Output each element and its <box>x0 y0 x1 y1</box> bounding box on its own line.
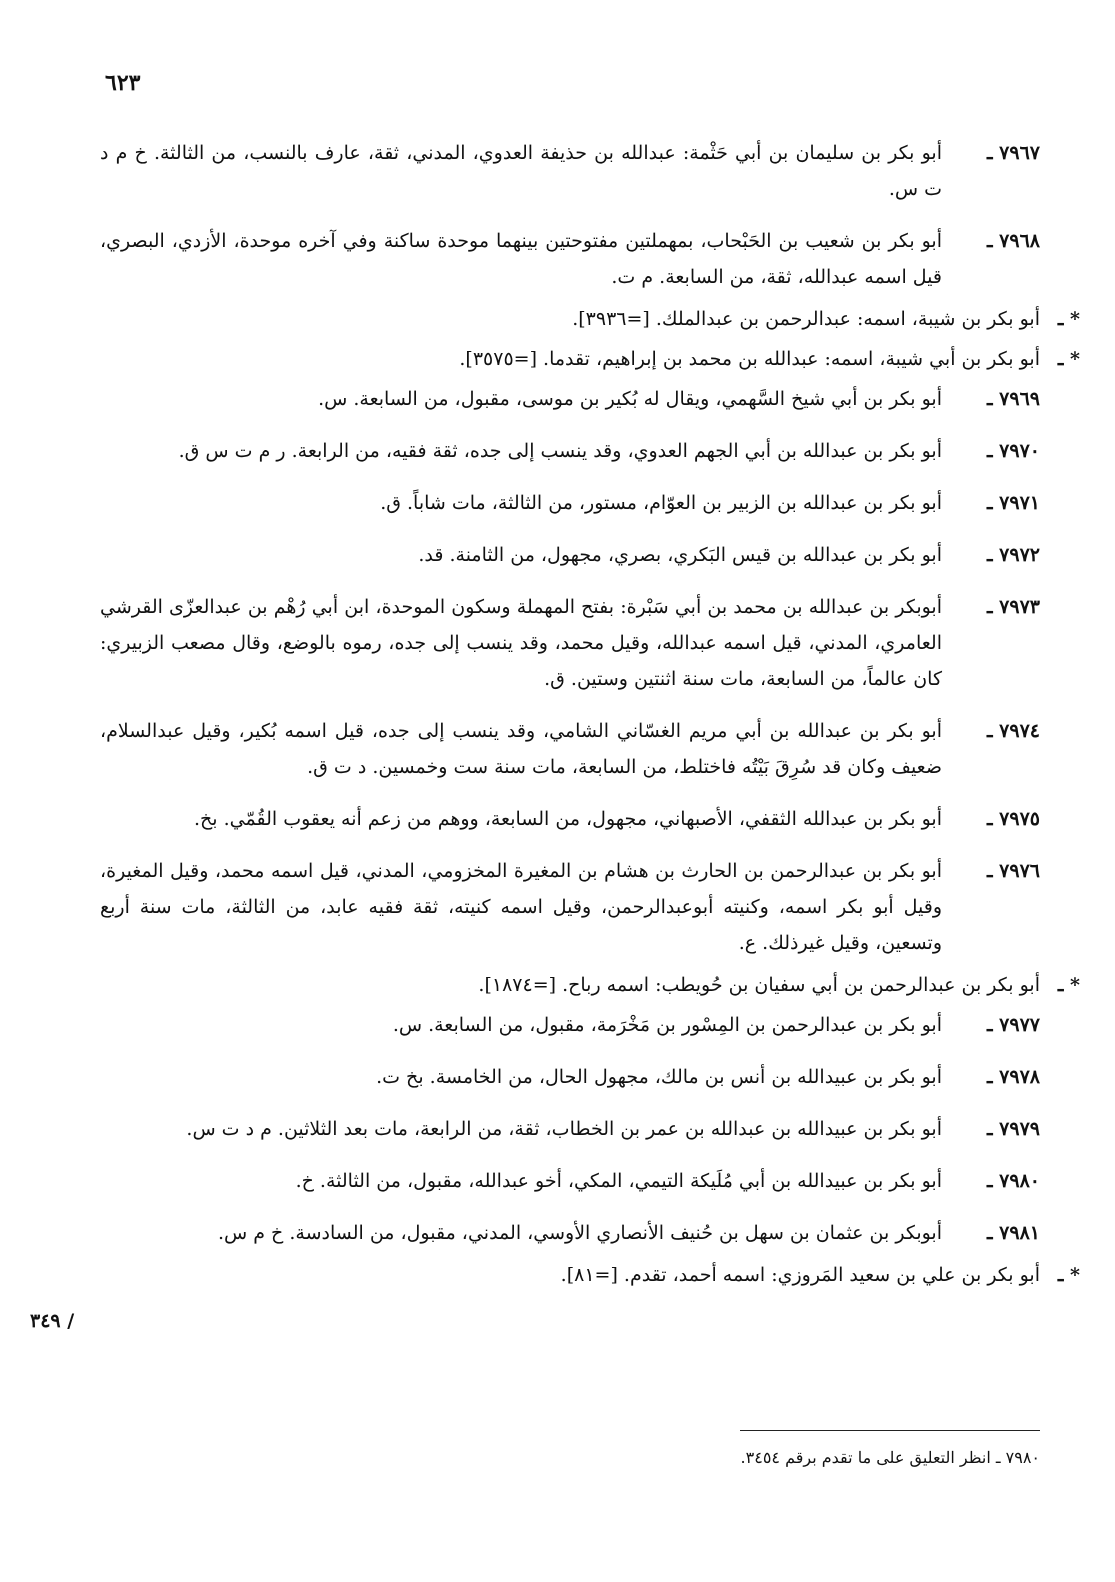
entry-text: أبوبكر بن عبدالله بن محمد بن أبي سَبْرة: بفتح المهملة وسكون الموحدة، ابن أبي رُهْم بن عبدالعزّى القرشي العامري، المدني، قيل اسمه عبدالله، وقيل محمد، وقد ينسب إلى جده، رموه بالوضع، وقال مصعب الزبيري: كان عالماً، من السابعة، مات سنة اثنتين وستين. ق. <box>100 596 942 690</box>
footnote: ٧٩٨٠ ـ انظر التعليق على ما تقدم برقم ٣٤٥٤. <box>740 1448 1040 1467</box>
margin-note: ٣٤٩ / <box>30 1310 75 1332</box>
entry <box>100 433 1040 469</box>
page-number: ٦٢٣ <box>105 70 141 96</box>
entry <box>100 1059 1040 1095</box>
entry <box>100 801 1040 837</box>
entry-number: ٧٩٧٥ ـ <box>986 808 1040 830</box>
entry-text: أبو بكر بن عبيدالله بن أنس بن مالك، مجهول الحال، من الخامسة. بخ ت. <box>376 1066 942 1088</box>
entry-text: أبو بكر بن عبدالله بن أبي مريم الغسّاني الشامي، وقد ينسب إلى جده، قيل اسمه بُكير، وقيل عبدالسلام، ضعيف وكان قد سُرِقَ بَيْتُه فاختلط، من السابعة، مات سنة ست وخمسين. د ت ق. <box>100 720 942 778</box>
entry-text: أبو بكر بن شعيب بن الحَبْحاب، بمهملتين مفتوحتين بينهما موحدة ساكنة وفي آخره موحدة، الأزدي، البصري، قيل اسمه عبدالله، ثقة، من السابعة. م ت. <box>100 230 942 288</box>
cross-reference-entry <box>100 301 1080 337</box>
entry-text: أبو بكر بن عبدالرحمن بن الحارث بن هشام بن المغيرة المخزومي، المدني، قيل اسمه محمد، وقيل المغيرة، وقيل أبو بكر اسمه، وكنيته أبوعبدالرحمن، وقيل اسمه كنيته، ثقة فقيه عابد، من الثالثة، مات سنة أربع وتسعين، وقيل غيرذلك. ع. <box>100 860 942 954</box>
entry <box>100 223 1040 295</box>
entry <box>100 589 1040 697</box>
cross-reference-text: أبو بكر بن علي بن سعيد المَروزي: اسمه أحمد، تقدم. [=٨١]. <box>560 1264 1040 1286</box>
entry <box>100 853 1040 961</box>
entry-number: ٧٩٦٩ ـ <box>986 388 1040 410</box>
entry-number: ٧٩٨١ ـ <box>986 1222 1040 1244</box>
entry-text: أبو بكر بن عبدالله بن قيس البَكري، بصري، مجهول، من الثامنة. قد. <box>418 544 942 566</box>
entry-number: ٧٩٧٩ ـ <box>986 1118 1040 1140</box>
entry-text: أبو بكر بن عبدالله بن أبي الجهم العدوي، وقد ينسب إلى جده، ثقة فقيه، من الرابعة. ر م ت س ق. <box>178 440 942 462</box>
cross-reference-entry <box>100 967 1080 1003</box>
asterisk-marker: * ـ <box>1057 1264 1080 1286</box>
entry-number: ٧٩٧٦ ـ <box>986 860 1040 882</box>
entry-number: ٧٩٦٧ ـ <box>986 142 1040 164</box>
entry-number: ٧٩٨٠ ـ <box>986 1170 1040 1192</box>
entry <box>100 485 1040 521</box>
entry-number: ٧٩٧٠ ـ <box>986 440 1040 462</box>
entry-text: أبو بكر بن عبدالله الثقفي، الأصبهاني، مجهول، من السابعة، ووهم من زعم أنه يعقوب القُمّي. بخ. <box>194 808 942 830</box>
entries-list <box>100 135 1080 1297</box>
entry <box>100 713 1040 785</box>
entry <box>100 1163 1040 1199</box>
entry-text: أبو بكر بن سليمان بن أبي حَثْمة: عبدالله بن حذيفة العدوي، المدني، ثقة، عارف بالنسب، من الثالثة. خ م د ت س. <box>100 142 943 200</box>
cross-reference-text: أبو بكر بن أبي شيبة، اسمه: عبدالله بن محمد بن إبراهيم، تقدما. [=٣٥٧٥]. <box>459 348 1040 370</box>
cross-reference-entry <box>100 1257 1080 1293</box>
entry <box>100 381 1040 417</box>
asterisk-marker: * ـ <box>1057 308 1080 330</box>
entry-text: أبو بكر بن عبيدالله بن عبدالله بن عمر بن الخطاب، ثقة، من الرابعة، مات بعد الثلاثين. م د ت س. <box>186 1118 942 1140</box>
entry-number: ٧٩٧٨ ـ <box>986 1066 1040 1088</box>
entry-number: ٧٩٧٢ ـ <box>986 544 1040 566</box>
entry <box>100 1007 1040 1043</box>
cross-reference-text: أبو بكر بن عبدالرحمن بن أبي سفيان بن حُويطب: اسمه رباح. [=١٨٧٤]. <box>478 974 1040 996</box>
asterisk-marker: * ـ <box>1057 974 1080 996</box>
entry-number: ٧٩٧٣ ـ <box>986 596 1040 618</box>
cross-reference-text: أبو بكر بن شيبة، اسمه: عبدالرحمن بن عبدالملك. [=٣٩٣٦]. <box>572 308 1040 330</box>
asterisk-marker: * ـ <box>1057 348 1080 370</box>
entry-text: أبوبكر بن عثمان بن سهل بن حُنيف الأنصاري الأوسي، المدني، مقبول، من السادسة. خ م س. <box>217 1222 942 1244</box>
entry-number: ٧٩٧١ ـ <box>986 492 1040 514</box>
entry <box>100 537 1040 573</box>
entry <box>100 135 1040 207</box>
entry <box>100 1215 1040 1251</box>
entry-number: ٧٩٧٧ ـ <box>986 1014 1040 1036</box>
cross-reference-entry <box>100 341 1080 377</box>
entry-text: أبو بكر بن عبدالرحمن بن المِسْور بن مَخْرَمة، مقبول، من السابعة. س. <box>392 1014 942 1036</box>
entry-text: أبو بكر بن عبيدالله بن أبي مُلَيكة التيمي، المكي، أخو عبدالله، مقبول، من الثالثة. خ. <box>295 1170 942 1192</box>
footnote-divider <box>740 1430 1040 1431</box>
entry-text: أبو بكر بن أبي شيخ السَّهمي، ويقال له بُكير بن موسى، مقبول، من السابعة. س. <box>318 388 942 410</box>
entry-number: ٧٩٧٤ ـ <box>986 720 1040 742</box>
entry-text: أبو بكر بن عبدالله بن الزبير بن العوّام، مستور، من الثالثة، مات شاباً. ق. <box>380 492 942 514</box>
entry <box>100 1111 1040 1147</box>
entry-number: ٧٩٦٨ ـ <box>986 230 1040 252</box>
